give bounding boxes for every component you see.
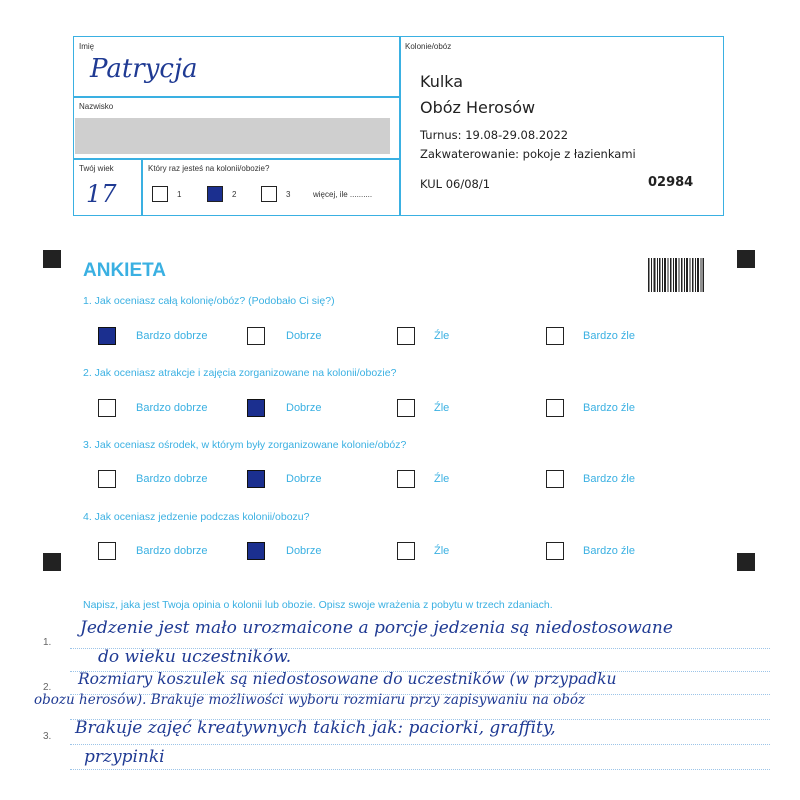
q4-option-label: Dobrze: [286, 545, 322, 557]
q1-checkbox-3[interactable]: [397, 327, 415, 345]
q1-option-label: Bardzo dobrze: [136, 330, 208, 342]
question-4: 4. Jak oceniasz jedzenie podczas kolonii/obozu?: [83, 511, 310, 523]
registration-mark: [737, 250, 755, 268]
registration-mark: [737, 553, 755, 571]
q1-option-label: Bardzo źle: [583, 330, 635, 342]
q2-option-label: Bardzo źle: [583, 402, 635, 414]
q4-checkbox-3[interactable]: [397, 542, 415, 560]
survey-title: ANKIETA: [83, 260, 167, 281]
times-option-3: 3: [286, 190, 291, 199]
header-divider: [399, 36, 401, 216]
barcode-icon: [648, 258, 704, 292]
q2-checkbox-2[interactable]: [247, 399, 265, 417]
line-number-3: 3.: [43, 731, 52, 742]
times-checkbox-1[interactable]: [152, 186, 168, 202]
times-more-label: więcej, ile ..........: [313, 190, 373, 199]
q3-option-label: Bardzo źle: [583, 473, 635, 485]
q3-option-label: Bardzo dobrze: [136, 473, 208, 485]
q1-option-label: Źle: [434, 330, 450, 342]
handwriting-line: obozu herosów). Brakuje możliwości wyboru rozmiaru przy zapisywaniu na obóz: [34, 692, 586, 708]
times-label: Który raz jesteś na kolonii/obozie?: [148, 164, 270, 173]
q4-checkbox-1[interactable]: [98, 542, 116, 560]
q2-checkbox-4[interactable]: [546, 399, 564, 417]
q3-checkbox-1[interactable]: [98, 470, 116, 488]
times-option-2: 2: [232, 190, 237, 199]
camp-label: Kolonie/obóz: [405, 42, 452, 51]
q1-checkbox-4[interactable]: [546, 327, 564, 345]
form-number: 02984: [648, 175, 694, 190]
last-name-redacted: [75, 118, 390, 154]
question-2: 2. Jak oceniasz atrakcje i zajęcia zorganizowane na kolonii/obozie?: [83, 367, 397, 379]
q4-option-label: Źle: [434, 545, 450, 557]
line-number-2: 2.: [43, 682, 52, 693]
handwriting-line: przypinki: [84, 747, 165, 767]
last-name-label: Nazwisko: [79, 102, 114, 111]
q1-option-label: Dobrze: [286, 330, 322, 342]
age-value[interactable]: 17: [86, 180, 117, 208]
q1-checkbox-2[interactable]: [247, 327, 265, 345]
header-line: [141, 158, 143, 216]
q3-option-label: Źle: [434, 473, 450, 485]
q2-option-label: Dobrze: [286, 402, 322, 414]
q2-option-label: Źle: [434, 402, 450, 414]
answer-line: [70, 769, 770, 770]
q3-checkbox-2[interactable]: [247, 470, 265, 488]
registration-mark: [43, 553, 61, 571]
accommodation: Zakwaterowanie: pokoje z łazienkami: [420, 147, 636, 161]
camp-line2: Obóz Herosów: [420, 98, 536, 117]
q3-option-label: Dobrze: [286, 473, 322, 485]
camp-code: KUL 06/08/1: [420, 177, 491, 191]
answer-line: [70, 744, 770, 745]
times-checkbox-2[interactable]: [207, 186, 223, 202]
handwriting-line: Brakuje zajęć kreatywnych takich jak: paciorki, graffity,: [75, 718, 556, 738]
first-name-value[interactable]: Patrycja: [90, 54, 198, 84]
line-number-1: 1.: [43, 637, 52, 648]
question-3: 3. Jak oceniasz ośrodek, w którym były zorganizowane kolonie/obóz?: [83, 439, 407, 451]
handwriting-line: do wieku uczestników.: [98, 647, 292, 667]
q3-checkbox-3[interactable]: [397, 470, 415, 488]
times-option-1: 1: [177, 190, 182, 199]
header-line: [73, 96, 400, 98]
header-line: [73, 158, 400, 160]
turnus: Turnus: 19.08-29.08.2022: [420, 128, 569, 142]
q2-checkbox-1[interactable]: [98, 399, 116, 417]
q4-checkbox-2[interactable]: [247, 542, 265, 560]
opinion-prompt: Napisz, jaka jest Twoja opinia o kolonii lub obozie. Opisz swoje wrażenia z pobytu w trzech zdaniach.: [83, 599, 553, 611]
q2-option-label: Bardzo dobrze: [136, 402, 208, 414]
handwriting-line: Rozmiary koszulek są niedostosowane do uczestników (w przypadku: [78, 670, 617, 688]
question-1: 1. Jak oceniasz całą kolonię/obóz? (Podobało Ci się?): [83, 295, 335, 307]
q4-option-label: Bardzo źle: [583, 545, 635, 557]
registration-mark: [43, 250, 61, 268]
q1-checkbox-1[interactable]: [98, 327, 116, 345]
q4-checkbox-4[interactable]: [546, 542, 564, 560]
camp-line1: Kulka: [420, 72, 464, 91]
times-checkbox-3[interactable]: [261, 186, 277, 202]
handwriting-line: Jedzenie jest mało urozmaicone a porcje jedzenia są niedostosowane: [80, 618, 673, 638]
first-name-label: Imię: [79, 42, 95, 51]
q2-checkbox-3[interactable]: [397, 399, 415, 417]
q3-checkbox-4[interactable]: [546, 470, 564, 488]
q4-option-label: Bardzo dobrze: [136, 545, 208, 557]
age-label: Twój wiek: [79, 164, 114, 173]
